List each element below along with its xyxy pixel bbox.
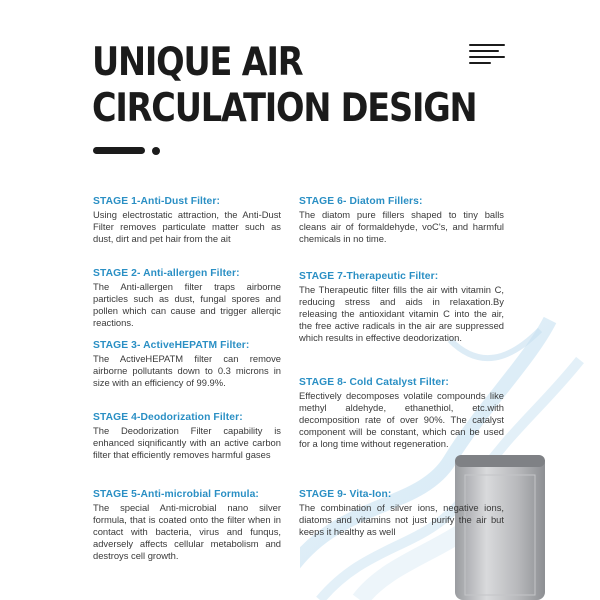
page-title [92,40,476,132]
stage-title: STAGE 8- Cold Catalyst Filter: [299,377,449,388]
stage-description: The Deodorization Filter capability is enhanced siqnificantly with an active carbon filter that efficiently removes harmful gases [93,425,281,460]
air-purifier-illustration [300,300,600,600]
stage-description: Effectively decomposes volatile compounds like methyl aldehyde, ethanethiol, etc.with decomposition rate of over 90%. The catalyst component will be constant, which can be used for a long time without regeneration. [299,390,504,449]
stage-description: The Anti-allergen filter traps airborne particles such as dust, fungal spores and pollen which can cause and trigger allerqic reactions. [93,281,281,328]
stage-description: The combination of silver ions, negative ions, diatoms and vitamins not just purify the air but keeps it healthy as well [299,502,504,537]
stage-title: STAGE 5-Anti-microbial Formula: [93,489,259,500]
stage-title: STAGE 2- Anti-allergen Filter: [93,268,240,279]
stage-description: The special Anti-microbial nano silver formula, that is coated onto the filter when in contact with bacteria, virus and funqus, adversely affects cellular metabolism and destroys cell growth. [93,502,281,561]
stage-4 [93,411,281,461]
stage-6 [299,195,504,245]
stage-title: STAGE 3- ActiveHEPATM Filter: [93,340,250,351]
stage-2 [93,267,281,329]
stage-description: The Therapeutic filter fills the air with vitamin C, reducing stress and aids in relaxation.By releasing the antioxidant vitamin C into the air, the free active radicals in the air are suppressed which results in effective deodorization. [299,284,504,343]
stage-title: STAGE 9- Vita-Ion: [299,489,392,500]
stage-title: STAGE 7-Therapeutic Filter: [299,271,439,282]
stage-3 [93,339,281,389]
stage-title: STAGE 1-Anti-Dust Filter: [93,196,221,207]
title-line-2: CIRCULATION DESIGN [92,86,477,131]
stage-description: Using electrostatic attraction, the Anti-Dust Filter removes particulate matter such as dust, dirt and pet hair from the ait [93,209,281,244]
stage-5 [93,488,281,562]
stage-1 [93,195,281,245]
title-line-1: UNIQUE AIR [92,40,303,85]
stage-title: STAGE 4-Deodorization Filter: [93,412,243,423]
stage-description: The ActiveHEPATM filter can remove airborne pollutants down to 0.3 microns in size with an efficiency of 99.9%. [93,353,281,388]
menu-icon[interactable] [469,44,505,66]
stage-description: The diatom pure fillers shaped to tiny balls cleans air of formaldehyde, voC's, and harmful chemicals in no time. [299,209,504,244]
stage-9 [299,488,504,538]
dot-decoration [152,147,160,155]
stage-7 [299,270,504,344]
dash-decoration [93,147,145,154]
stage-title: STAGE 6- Diatom Fillers: [299,196,423,207]
stage-8 [299,376,504,450]
